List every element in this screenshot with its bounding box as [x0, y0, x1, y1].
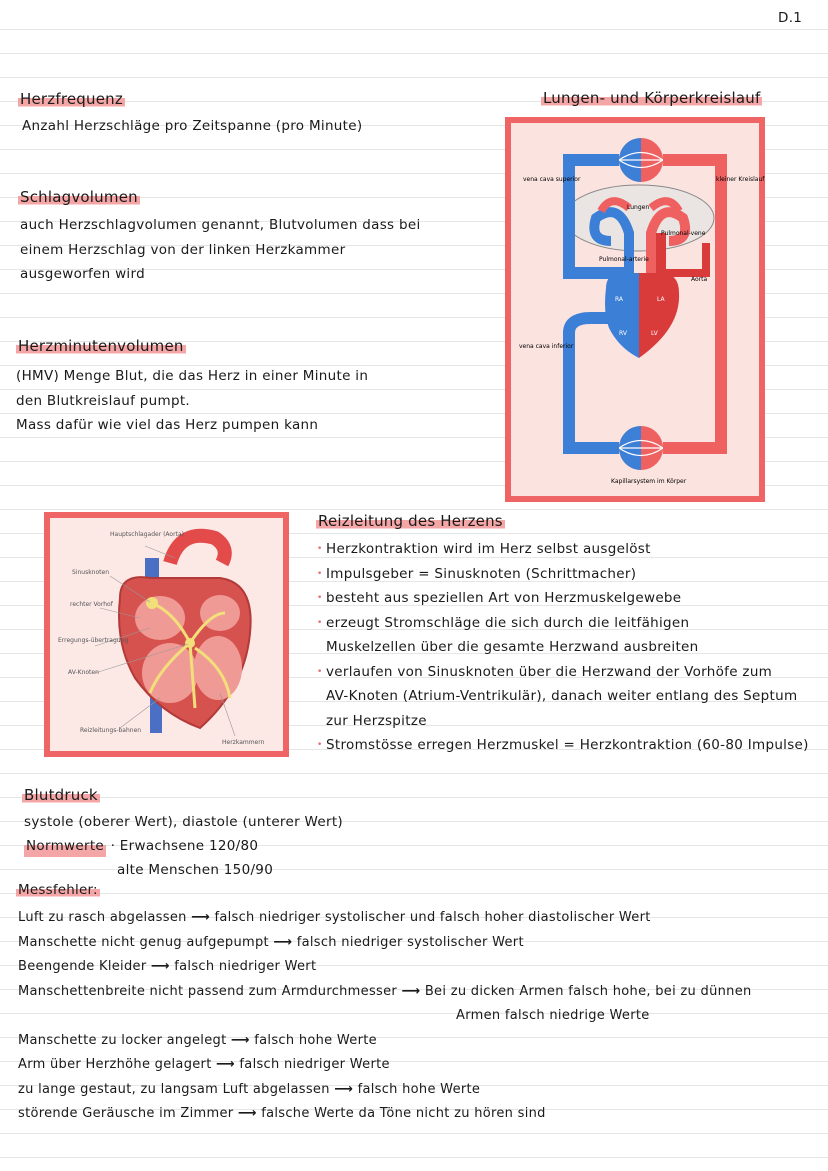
cause: Manschette nicht genug aufgepumpt [18, 934, 269, 950]
hmv-line: (HMV) Menge Blut, die das Herz in einer Minute in [16, 368, 369, 384]
cause: zu lange gestaut, zu langsam Luft abgelassen [18, 1081, 330, 1097]
right-atrium [135, 596, 185, 640]
label-herzkammern: Herzkammern [222, 739, 265, 746]
bullet-line: Stromstösse erregen Herzmuskel = Herzkontraktion (60-80 Impulse) [326, 737, 809, 753]
blutdruck-heading [22, 786, 100, 804]
blutdruck-title: Blutdruck [24, 786, 98, 804]
cause: Arm über Herzhöhe gelagert [18, 1057, 212, 1072]
heart-right-side [605, 273, 639, 358]
heart-conduction-diagram [44, 512, 289, 757]
effect: falsch niedriger systolischer Wert [296, 934, 524, 950]
effect: falsch niedriger systolischer und falsch hoher diastolischer Wert [214, 910, 651, 925]
normwerte-erwachsene: · Erwachsene 120/80 [110, 838, 259, 854]
label-ra: RA [615, 296, 624, 303]
label-aorta: Aorta [691, 276, 708, 283]
label-hauptschlagader: Hauptschlagader (Aorta) [110, 531, 184, 538]
reizleitung-heading [316, 512, 505, 530]
messfehler-title: Messfehler: [18, 882, 98, 898]
label-pulmonalvene: Pulmonal-vene [661, 230, 706, 237]
cause: Beengende Kleider [18, 959, 147, 974]
kreislauf-title: Lungen- und Körperkreislauf [543, 89, 761, 107]
herzfrequenz-title: Herzfrequenz [20, 90, 123, 108]
label-lv: LV [651, 330, 658, 337]
hmv-line: Mass dafür wie viel das Herz pumpen kann [16, 417, 319, 433]
page-number: D.1 [778, 10, 803, 26]
label-vcs: vena cava superior [523, 176, 581, 183]
messfehler-heading [16, 882, 100, 898]
kreislauf-heading [541, 89, 762, 107]
messfehler-item [18, 1053, 752, 1078]
bullet-line: Impulsgeber = Sinusknoten (Schrittmacher) [326, 565, 637, 582]
schlagvolumen-title: Schlagvolumen [20, 188, 138, 206]
circulation-diagram [505, 117, 765, 502]
effect: falsche Werte da Töne nicht zu hören sind [261, 1106, 546, 1121]
herzminutenvolumen-title: Herzminutenvolumen [18, 337, 184, 355]
bullet-item: • erzeugt Stromschläge die sich durch die leitfähigen Muskelzellen über die gesamte Herzwand ausbreiten [326, 611, 809, 660]
messfehler-item [18, 955, 752, 980]
effect: falsch niedriger Werte [239, 1057, 390, 1072]
messfehler-item [18, 1078, 752, 1103]
lungs-area [564, 185, 714, 251]
bullet-item: • verlaufen von Sinusknoten über die Herzwand der Vorhöfe zum AV-Knoten (Atrium-Ventrikulär), danach weiter entlang des Septum zur Herzspitze [326, 660, 809, 734]
normwerte-row [24, 834, 258, 859]
normwerte-label: Normwerte [24, 834, 106, 859]
cause: Manschettenbreite nicht passend zum Armdurchmesser [18, 983, 398, 999]
bullet-line: besteht aus speziellen Art von Herzmuskelgewebe [326, 590, 682, 606]
bullet-line: Muskelzellen über die gesamte Herzwand ausbreiten [326, 639, 699, 655]
circulation-svg [511, 123, 765, 496]
hmv-line: den Blutkreislauf pumpt. [16, 392, 190, 409]
section-herzminutenvolumen [16, 337, 186, 355]
bullet-item: • Herzkontraktion wird im Herz selbst ausgelöst [326, 537, 809, 562]
schlagvolumen-line: auch Herzschlagvolumen genannt, Blutvolumen dass bei [20, 217, 421, 233]
arrow-icon: ⟶ [334, 1081, 354, 1097]
normwerte-alte: alte Menschen 150/90 [117, 862, 274, 878]
av-node [185, 638, 195, 648]
bullet-item: • Impulsgeber = Sinusknoten (Schrittmacher) [326, 562, 809, 587]
bullet-item: • Stromstösse erregen Herzmuskel = Herzkontraktion (60-80 Impulse) [326, 733, 809, 758]
bullet-line: erzeugt Stromschläge die sich durch die leitfähigen [326, 614, 690, 631]
label-kapillar: Kapillarsystem im Körper [611, 478, 687, 485]
schlagvolumen-body [20, 213, 421, 287]
label-vci: vena cava inferior [519, 343, 574, 350]
label-pulmonalarterie: Pulmonal-arterie [599, 256, 649, 263]
label-erregung: Erregungs-übertragung [58, 637, 129, 644]
blutdruck-line1: systole (oberer Wert), diastole (unterer Wert) [24, 814, 343, 830]
effect: falsch hohe Werte [254, 1032, 377, 1048]
label-sinusknoten: Sinusknoten [72, 569, 110, 576]
section-herzfrequenz [18, 90, 125, 108]
messfehler-item [18, 1102, 752, 1127]
arrow-icon: ⟶ [273, 934, 293, 950]
arrow-icon: ⟶ [216, 1057, 235, 1072]
heart-svg [50, 518, 283, 751]
label-av-knoten: AV-Knoten [68, 669, 99, 676]
label-rv: RV [619, 330, 627, 337]
herzminutenvolumen-body [16, 364, 368, 438]
arrow-icon: ⟶ [230, 1032, 250, 1048]
arrow-icon: ⟶ [191, 910, 211, 925]
messfehler-item [18, 906, 752, 931]
bullet-line: verlaufen von Sinusknoten über die Herzwand der Vorhöfe zum [326, 663, 773, 680]
cause: Luft zu rasch abgelassen [18, 910, 187, 925]
schlagvolumen-line: ausgeworfen wird [20, 266, 145, 282]
effect: Bei zu dicken Armen falsch hohe, bei zu dünnen [424, 983, 752, 999]
cause: Manschette zu locker angelegt [18, 1032, 227, 1048]
label-lungen: Lungen [627, 204, 650, 211]
messfehler-item-continuation: Armen falsch niedrige Werte [456, 1008, 650, 1023]
label-reizleitungsbahnen: Reizleitungs-bahnen [80, 727, 142, 734]
schlagvolumen-line: einem Herzschlag von der linken Herzkammer [20, 241, 346, 258]
sinus-node [146, 597, 158, 609]
bullet-line: AV-Knoten (Atrium-Ventrikulär), danach weiter entlang des Septum [326, 688, 798, 704]
heart-left-side [639, 273, 679, 358]
effect: falsch niedriger Wert [174, 959, 317, 974]
messfehler-item [18, 1029, 752, 1054]
label-rechter-vorhof: rechter Vorhof [70, 601, 113, 608]
arrow-icon: ⟶ [401, 983, 421, 999]
aorta-shape [170, 536, 225, 563]
reizleitung-list [317, 537, 809, 758]
messfehler-item [18, 980, 752, 1005]
messfehler-list [18, 906, 752, 1127]
section-schlagvolumen [18, 188, 140, 206]
reizleitung-title: Reizleitung des Herzens [318, 512, 503, 530]
effect: falsch hohe Werte [357, 1081, 481, 1097]
bullet-item: • besteht aus speziellen Art von Herzmuskelgewebe [326, 586, 809, 611]
bullet-line: zur Herzspitze [326, 712, 427, 729]
arrow-icon: ⟶ [150, 959, 170, 974]
label-la: LA [657, 296, 665, 303]
cause: störende Geräusche im Zimmer [18, 1106, 234, 1121]
messfehler-item [18, 931, 752, 956]
arrow-icon: ⟶ [237, 1106, 257, 1121]
label-kleiner: kleiner Kreislauf [716, 176, 765, 183]
bullet-line: Herzkontraktion wird im Herz selbst ausgelöst [326, 541, 651, 557]
herzfrequenz-text: Anzahl Herzschläge pro Zeitspanne (pro Minute) [22, 118, 363, 134]
